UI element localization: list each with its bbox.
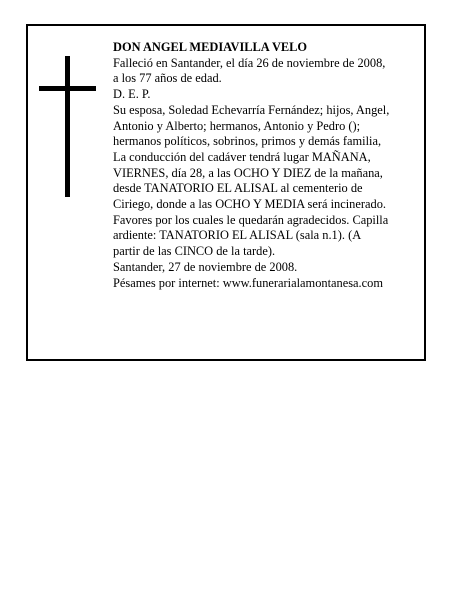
notice-line: VIERNES, día 28, a las OCHO Y DIEZ de la mañana, xyxy=(113,165,383,180)
obituary-notice xyxy=(26,24,426,361)
notice-line: Falleció en Santander, el día 26 de noviembre de 2008, xyxy=(113,55,386,70)
notice-line: Su esposa, Soledad Echevarría Fernández; hijos, Angel, xyxy=(113,102,390,117)
notice-line: a los 77 años de edad. xyxy=(113,71,222,86)
deceased-name: DON ANGEL MEDIAVILLA VELO xyxy=(113,40,308,54)
notice-line: hermanos políticos, sobrinos, primos y demás familia, xyxy=(113,134,382,149)
notice-line: La conducción del cadáver tendrá lugar MAÑANA, xyxy=(113,149,371,164)
notice-line: Antonio y Alberto; hermanos, Antonio y Pedro (); xyxy=(113,118,361,133)
cross-vertical-bar xyxy=(65,56,70,197)
notice-line: ardiente: TANATORIO EL ALISAL (sala n.1). (A xyxy=(113,228,362,243)
notice-text xyxy=(113,40,425,291)
notice-line: desde TANATORIO EL ALISAL al cementerio de xyxy=(113,181,363,196)
notice-line: D. E. P. xyxy=(113,87,151,102)
notice-line: Favores por los cuales le quedarán agradecidos. Capilla xyxy=(113,212,389,227)
notice-line: Pésames por internet: www.funerarialamontanesa.com xyxy=(113,275,383,290)
notice-line: partir de las CINCO de la tarde). xyxy=(113,244,276,259)
notice-line: Ciriego, donde a las OCHO Y MEDIA será incinerado. xyxy=(113,197,386,212)
cross-horizontal-bar xyxy=(39,86,96,91)
notice-line: Santander, 27 de noviembre de 2008. xyxy=(113,259,298,274)
